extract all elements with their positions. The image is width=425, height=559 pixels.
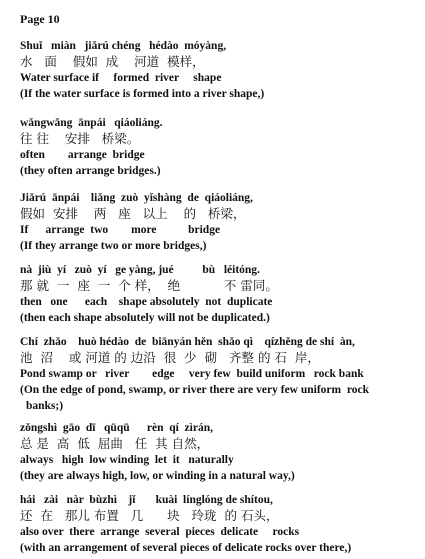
hanzi-line: 假如 安排 两 座 以上 的 桥梁， [20,206,246,221]
page-label: Page 10 [20,12,60,26]
gloss-line: Water surface if formed river shape [20,72,222,84]
gloss-line: then one each shape absolutely not duplicate [20,296,273,308]
pinyin-line: Shuǐ miàn jiǎrú chéng hédào móyàng, [20,40,227,52]
sentence-block-2 [20,115,420,179]
sentence-block-5 [20,334,420,414]
gloss-line: often arrange bridge [20,149,145,161]
translation-line: (they are always high, low, or winding in a natural way,) [20,470,295,482]
translation-line: (then each shape absolutely will not be duplicated.) [20,312,270,324]
translation-line: (If they arrange two or more bridges,) [20,240,207,252]
translation-line: (they often arrange bridges.) [20,165,161,177]
translation-line: (On the edge of pond, swamp, or river there are very few uniform rock [20,384,369,396]
sentence-block-7 [20,492,420,556]
pinyin-line: Jiǎrú ānpái liǎng zuò yǐshàng de qiáoliáng, [20,192,253,204]
sentence-block-1 [20,38,420,102]
pinyin-line: Chí zhǎo huò hédào de biānyán hěn shǎo qì qízhěng de shí àn, [20,336,355,348]
hanzi-line: 还 在 那儿 布置 几 块 玲珑 的 石头， [20,508,279,523]
hanzi-line: 水 面 假如 成 河道 模样， [20,54,205,69]
gloss-line: If arrange two more bridge [20,224,221,236]
pinyin-line: hái zài nàr bùzhì jǐ kuài línglóng de shítou, [20,494,273,506]
hanzi-line: 总 是 高 低 屈曲 任 其 自然， [20,436,210,451]
gloss-line: Pond swamp or river edge very few build uniform rock bank [20,368,364,380]
sentence-block-6 [20,420,420,484]
pinyin-line: nà jiù yí zuò yí ge yàng, jué bù léitóng. [20,264,260,276]
pinyin-line: wǎngwǎng ānpái qiáoliáng. [20,117,163,129]
translation-line-continued: banks;) [26,400,64,412]
hanzi-line: 那 就 一 座 一 个 样， 绝 不 雷同。 [20,278,278,293]
sentence-block-4 [20,262,420,326]
pinyin-line: zǒngshì gāo dī qūqū rèn qí zìrán, [20,422,213,434]
translation-line: (with an arrangement of several pieces of delicate rocks over there,) [20,542,352,554]
hanzi-line: 池 沼 或 河道 的 边沿 很 少 砌 齐整 的 石 岸， [20,350,320,365]
translation-line: (If the water surface is formed into a river shape,) [20,88,265,100]
hanzi-line: 往 往 安排 桥梁。 [20,131,140,146]
sentence-block-3 [20,190,420,254]
gloss-line: also over there arrange several pieces delicate rocks [20,526,300,538]
gloss-line: always high low winding let it naturally [20,454,234,466]
